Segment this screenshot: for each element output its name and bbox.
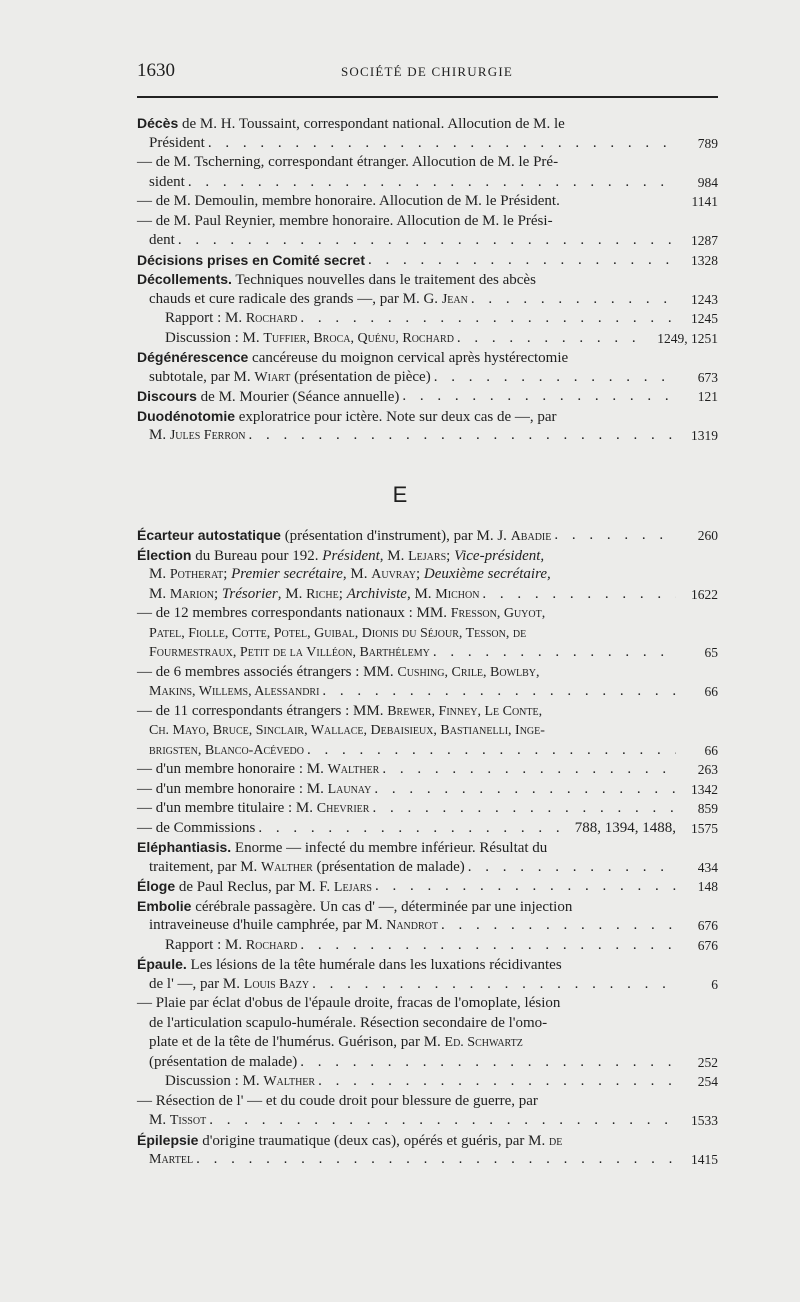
entry-keyword: Épilepsie	[137, 1131, 199, 1148]
entry-line: M. Jules Ferron . . . 1319	[137, 426, 718, 446]
page-ref: 252	[697, 1054, 718, 1070]
dot-leader	[368, 251, 676, 271]
entry-line: sident . . . 984	[137, 173, 718, 193]
entry-line: Discussion : M. Walther . . . 254	[137, 1072, 718, 1092]
dot-leader	[208, 134, 676, 154]
page-ref: 1533	[691, 1113, 718, 1128]
entry-line: — d'un membre honoraire : M. Launay . . . 1342	[137, 780, 718, 800]
entry-line: Rapport : M. Rochard . . . 676	[137, 936, 718, 956]
page-ref: 66	[704, 684, 718, 699]
entry-line: de l'articulation scapulo-humérale. Résection secondaire de l'omo-	[149, 1014, 548, 1031]
entry-line: M. Potherat; Premier secrétaire, M. Auvray; Deuxième secrétaire,	[149, 566, 551, 582]
entry-line: Discussion : M. Tuffier, Broca, Quénu, Rochard . . . 1249, 1251	[137, 329, 718, 349]
dot-leader	[322, 682, 676, 702]
page-ref: 1243	[691, 291, 718, 307]
entry-keyword: Décès	[137, 115, 179, 131]
entry-line: Eléphantiasis. Enorme — infecté du membre inférieur. Résultat du	[137, 839, 548, 856]
page-ref: 1328	[691, 252, 718, 268]
dot-leader	[457, 329, 636, 349]
entry-keyword: Duodénotomie	[137, 407, 235, 424]
entry-line: Épaule. Les lésions de la tête humérale dans les luxations récidivantes	[137, 956, 562, 973]
entry-line: M. Tissot . . . 1533	[137, 1111, 718, 1131]
entry-keyword: Décollements.	[137, 271, 232, 287]
entry-line: — de M. Paul Reynier, membre honoraire. Allocution de M. le Prési-	[137, 212, 553, 229]
entry-line: Makins, Willems, Alessandri . . . 66	[137, 682, 718, 702]
entry-line: Patel, Fiolle, Cotte, Potel, Guibal, Dionis du Séjour, Tesson, de	[149, 625, 527, 641]
entry-line: — Plaie par éclat d'obus de l'épaule droite, fracas de l'omoplate, lésion	[137, 995, 561, 1011]
entry-line: — de M. Demoulin, membre honoraire. Allocution de M. le Président. 1141	[137, 192, 718, 212]
entry-line: plate et de la tête de l'humérus. Guérison, par M. Ed. Schwartz	[149, 1034, 523, 1050]
entry-line: Décollements. Techniques nouvelles dans le traitement des abcès	[137, 271, 536, 288]
section-d-entries	[137, 114, 718, 446]
header-rule	[137, 96, 718, 98]
dot-leader	[554, 526, 676, 546]
entry-line: Décès de M. H. Toussaint, correspondant national. Allocution de M. le	[137, 115, 565, 132]
dot-leader	[441, 916, 676, 936]
page-ref: 1319	[691, 428, 718, 443]
dot-leader	[300, 309, 676, 329]
page-ref: 260	[697, 528, 718, 543]
dot-leader	[402, 387, 676, 407]
dot-leader	[300, 1053, 676, 1073]
page-ref: 676	[697, 918, 718, 933]
entry-keyword: Dégénérescence	[137, 349, 249, 365]
dot-leader	[318, 1072, 676, 1092]
page-ref: 148	[697, 879, 718, 894]
dot-leader	[209, 1111, 676, 1131]
entry-line: Rapport : M. Rochard . . . 1245	[137, 309, 718, 329]
page-ref: 1342	[691, 781, 718, 797]
entry-line: subtotale, par M. Wiart (présentation de pièce) . . . 673	[137, 368, 718, 388]
entry-line: Épilepsie d'origine traumatique (deux cas), opérés et guéris, par M. de	[137, 1131, 563, 1149]
entry-line: Martel . . . 1415	[137, 1150, 718, 1170]
entry-line: — d'un membre titulaire : M. Chevrier . . . 859	[137, 799, 718, 819]
entry-line: Fourmestraux, Petit de la Villéon, Barthélemy . . . 65	[137, 643, 718, 663]
page-ref: 434	[697, 859, 718, 875]
page-ref: 263	[697, 762, 718, 777]
section-letter: E	[392, 482, 408, 507]
page-ref: 673	[697, 369, 718, 385]
page-refs: 788, 1394, 1488,	[574, 819, 676, 836]
dot-leader	[178, 231, 676, 251]
page-ref: 1287	[691, 233, 718, 248]
entry-line: Élection du Bureau pour 192. Président, M. Lejars; Vice-président,	[137, 546, 545, 564]
entry-keyword: Eléphantiasis.	[137, 839, 232, 855]
entry-keyword: Embolie	[137, 897, 192, 914]
entry-line: — de 12 membres correspondants nationaux : MM. Fresson, Guyot,	[137, 605, 546, 621]
dot-leader	[188, 173, 676, 193]
dot-leader	[468, 858, 676, 878]
dot-leader	[196, 1150, 676, 1170]
entry-line: — Résection de l' — et du coude droit pour blessure de guerre, par	[137, 1092, 538, 1109]
dot-leader	[382, 760, 676, 780]
entry-line: intraveineuse d'huile camphrée, par M. Nandrot . . . 676	[137, 916, 718, 936]
entry-line: Éloge de Paul Reclus, par M. F. Lejars . . . 148	[137, 877, 718, 897]
page-ref: 1245	[691, 311, 718, 326]
section-e-entries	[137, 526, 718, 1170]
running-title: SOCIÉTÉ DE CHIRURGIE	[340, 64, 514, 79]
entry-line: — de Commissions . . . 788, 1394, 1488, 1575	[137, 819, 718, 839]
dot-leader	[375, 877, 676, 897]
page-ref: 789	[697, 135, 718, 151]
dot-leader	[434, 368, 676, 388]
entry-line: Embolie cérébrale passagère. Un cas d' —, déterminée par une injection	[137, 897, 573, 915]
page-ref: 1622	[691, 586, 718, 602]
dot-leader	[372, 799, 676, 819]
page-ref: 121	[697, 389, 718, 404]
dot-leader	[307, 741, 676, 761]
entry-line: — d'un membre honoraire : M. Walther . . . 263	[137, 760, 718, 780]
page-ref: 1415	[691, 1152, 718, 1167]
page-ref: 6	[711, 976, 718, 992]
page-ref: 859	[697, 801, 718, 816]
dot-leader	[258, 819, 570, 839]
entry-keyword: Décisions prises en Comité secret	[137, 251, 365, 268]
entry-line: — de 11 correspondants étrangers : MM. Brewer, Finney, Le Conte,	[137, 702, 543, 719]
entry-line: Président . . . 789	[137, 134, 718, 154]
entry-line: Ch. Mayo, Bruce, Sinclair, Wallace, Debaisieux, Bastianelli, Inge-	[149, 723, 545, 738]
entry-line: (présentation de malade) . . . 252	[137, 1053, 718, 1073]
page-ref: 66	[704, 742, 718, 758]
entry-line: brigsten, Blanco-Acévedo . . . 66	[137, 741, 718, 761]
page-ref: 1141	[691, 194, 718, 209]
entry-line: chauds et cure radicale des grands —, par M. G. Jean . . . 1243	[137, 290, 718, 310]
entry-line: — de M. Tscherning, correspondant étranger. Allocution de M. le Pré-	[137, 154, 559, 170]
entry-line: traitement, par M. Walther (présentation de malade) . . . 434	[137, 858, 718, 878]
dot-leader	[374, 780, 676, 800]
page-number: 1630	[137, 60, 175, 81]
page-ref: 254	[697, 1074, 718, 1089]
page-header	[137, 60, 717, 88]
page-ref: 1575	[691, 820, 718, 836]
entry-line: M. Marion; Trésorier, M. Riche; Archiviste, M. Michon . . . 1622	[137, 585, 718, 605]
entry-keyword: Éloge	[137, 878, 176, 894]
dot-leader	[471, 290, 676, 310]
dot-leader	[433, 643, 676, 663]
entry-line: Dégénérescence cancéreuse du moignon cervical après hystérectomie	[137, 349, 569, 366]
page-ref: 676	[697, 937, 718, 953]
page-ref: 65	[704, 645, 718, 660]
entry-line: de l' —, par M. Louis Bazy . . . 6	[137, 975, 718, 995]
entry-keyword: Discours	[137, 388, 197, 404]
entry-keyword: Élection	[137, 546, 192, 563]
entry-line: Discours de M. Mourier (Séance annuelle) . . . 121	[137, 387, 718, 407]
dot-leader	[482, 585, 676, 605]
entry-keyword: Écarteur autostatique	[137, 527, 281, 543]
dot-leader	[312, 975, 676, 995]
entry-keyword: Épaule.	[137, 956, 187, 972]
entry-line: Écarteur autostatique (présentation d'instrument), par M. J. Abadie . . . 260	[137, 526, 718, 546]
entry-line	[137, 251, 718, 271]
entry-line: dent . . . 1287	[137, 231, 718, 251]
page-ref: 984	[697, 174, 718, 190]
dot-leader	[248, 426, 676, 446]
entry-line: — de 6 membres associés étrangers : MM. Cushing, Crile, Bowlby,	[137, 663, 540, 680]
page-ref: 1249, 1251	[657, 330, 718, 346]
entry-line: Duodénotomie exploratrice pour ictère. Note sur deux cas de —, par	[137, 407, 557, 425]
dot-leader	[300, 936, 676, 956]
